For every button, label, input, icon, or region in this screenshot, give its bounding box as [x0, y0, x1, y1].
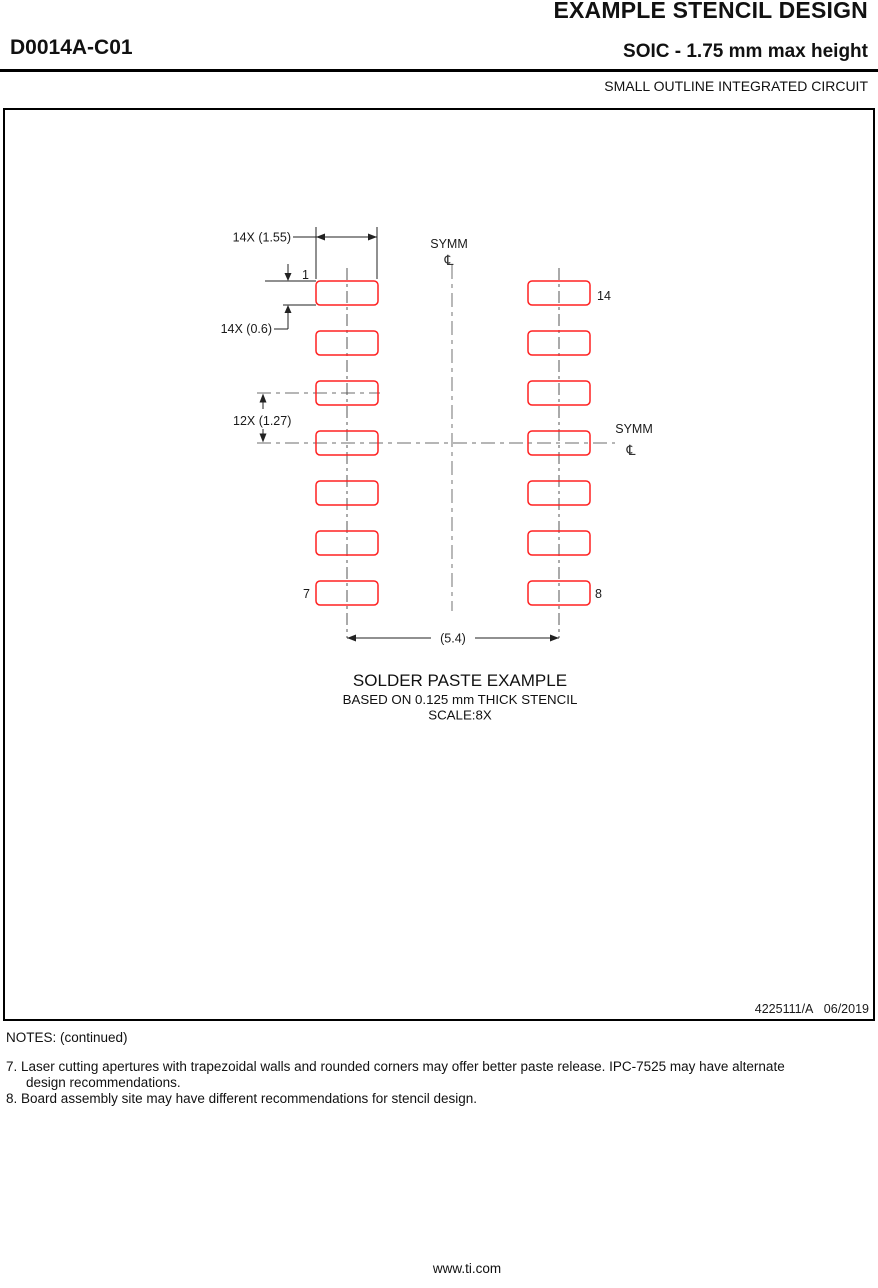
dimension-pitch — [233, 394, 291, 443]
centerline-symbol-top-icon: ℄ — [444, 252, 454, 268]
dim-label-pad-width: 14X (1.55) — [232, 230, 291, 245]
symmetry-centerlines — [257, 265, 615, 611]
caption-stencil: BASED ON 0.125 mm THICK STENCIL — [342, 692, 578, 707]
symm-label-top: SYMM — [430, 237, 468, 251]
symm-labels — [430, 237, 653, 458]
caption-scale: SCALE:8X — [428, 707, 492, 723]
pin-label-8: 8 — [595, 587, 602, 601]
document-title: EXAMPLE STENCIL DESIGN — [553, 0, 868, 23]
note-number: 7. — [6, 1059, 18, 1074]
stencil-drawing — [3, 108, 875, 1021]
dim-label-span: (5.4) — [440, 631, 466, 646]
centerline-symbol-right-icon: ℄ — [626, 442, 636, 458]
arrowhead — [368, 234, 377, 241]
note-text-line: design recommendations. — [26, 1074, 181, 1090]
note-item-8 — [6, 1091, 872, 1107]
symm-label-right: SYMM — [615, 422, 653, 436]
pin-label-7: 7 — [303, 587, 310, 601]
header-rule — [0, 69, 878, 72]
dim-label-pitch: 12X (1.27) — [233, 414, 292, 428]
caption-title: SOLDER PASTE EXAMPLE — [352, 671, 568, 690]
note-number: 8. — [6, 1090, 18, 1106]
arrowhead — [550, 635, 559, 642]
footer — [0, 1261, 878, 1276]
note-text-line: Board assembly site may have different recommendations for stencil design. — [21, 1090, 478, 1106]
part-number: D0014A-C01 — [10, 36, 133, 59]
dimension-span — [347, 632, 559, 646]
note-item-7 — [6, 1059, 872, 1091]
footer-url: www.ti.com — [432, 1261, 502, 1276]
arrowhead — [347, 635, 356, 642]
pin-label-14: 14 — [597, 289, 611, 303]
arrowhead — [285, 305, 292, 313]
arrowhead — [260, 394, 267, 403]
pad-column-centerlines — [347, 268, 559, 638]
drawing-caption — [343, 671, 578, 723]
package-subtitle: SMALL OUTLINE INTEGRATED CIRCUIT — [604, 78, 868, 94]
notes-list — [6, 1059, 872, 1106]
pin-label-1: 1 — [302, 268, 309, 282]
arrowhead — [316, 234, 325, 241]
revision-text: 4225111/A 06/2019 — [754, 1002, 869, 1016]
arrowhead — [285, 273, 292, 281]
notes-heading: NOTES: (continued) — [6, 1030, 128, 1045]
dim-label-pad-height: 14X (0.6) — [220, 322, 272, 336]
note-text-line: Laser cutting apertures with trapezoidal walls and rounded corners may offer better paste release. IPC-7525 may have alternate — [21, 1059, 785, 1074]
package-title: SOIC - 1.75 mm max height — [623, 41, 868, 62]
pin-labels — [302, 268, 611, 601]
arrowhead — [260, 434, 267, 443]
